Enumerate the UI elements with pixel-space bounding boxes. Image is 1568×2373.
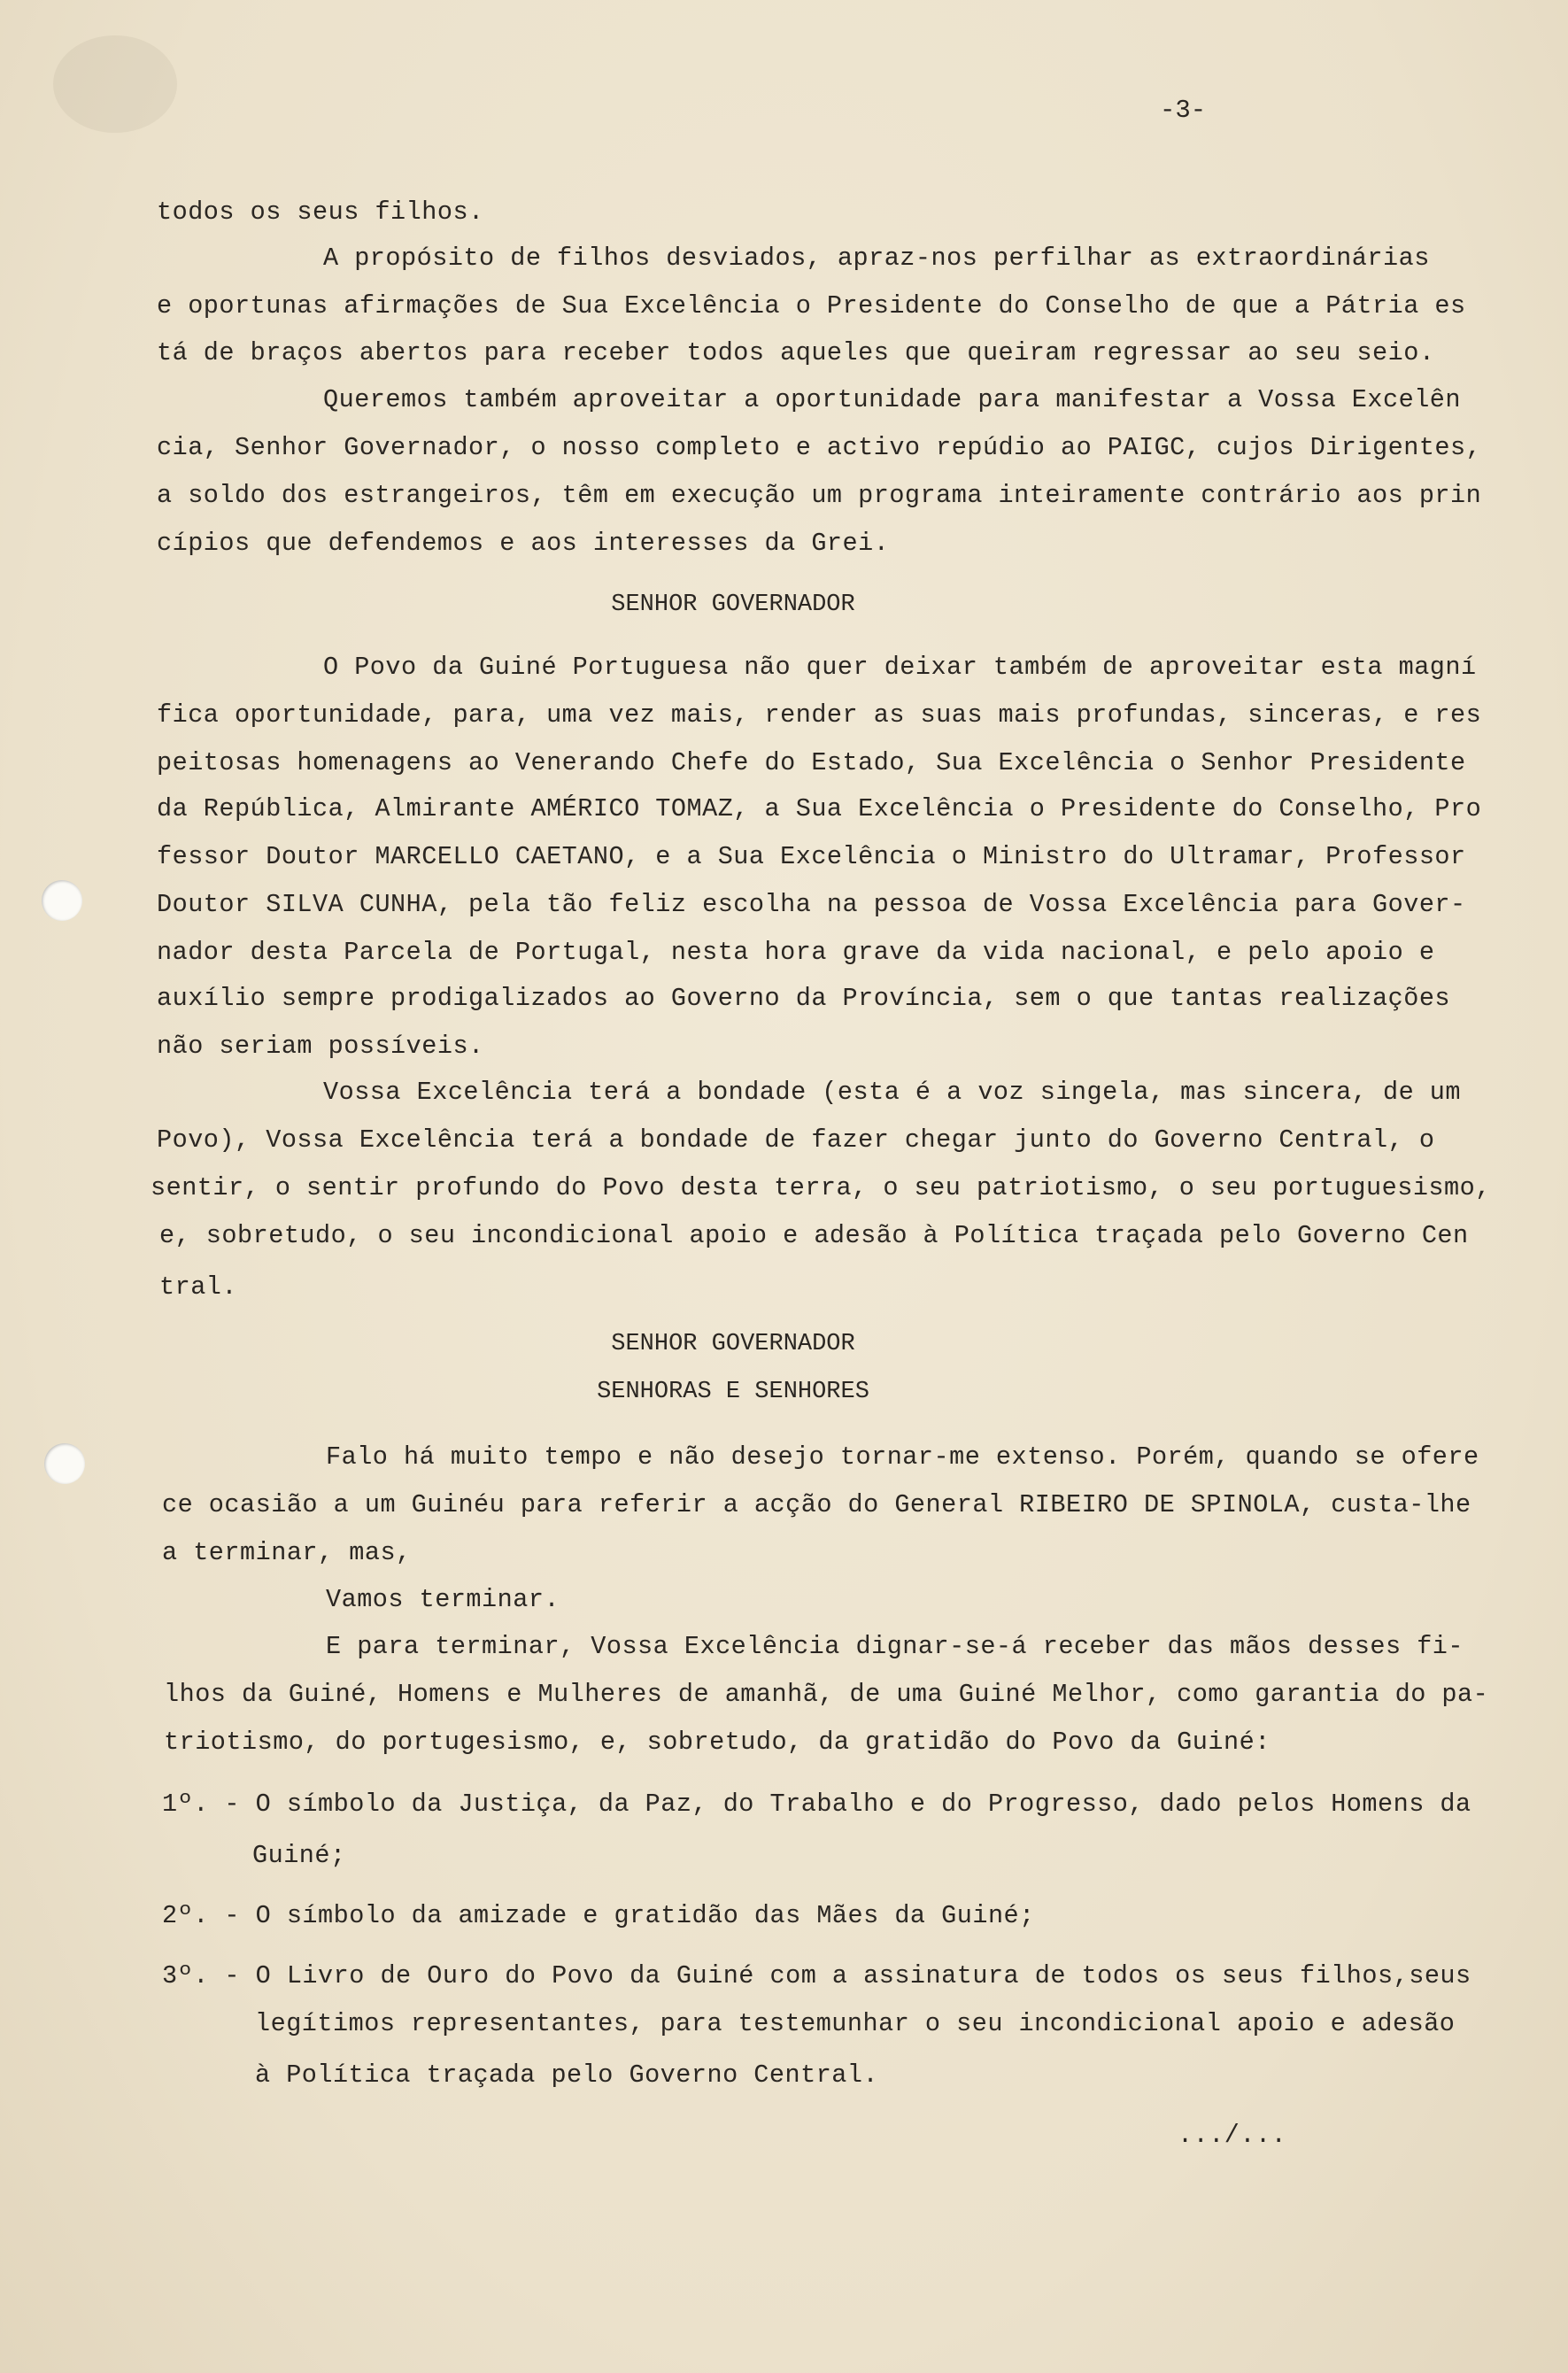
text-line: fessor Doutor MARCELLO CAETANO, e a Sua Excelência o Ministro do Ultramar, Professor	[157, 842, 1466, 871]
text-line: todos os seus filhos.	[157, 197, 484, 227]
text-line: Queremos também aproveitar a oportunidade para manifestar a Vossa Excelên	[323, 385, 1462, 414]
punch-hole	[42, 880, 82, 921]
text-line: lhos da Guiné, Homens e Mulheres de amanhã, de uma Guiné Melhor, como garantia do pa-	[164, 1680, 1489, 1709]
text-line: Falo há muito tempo e não desejo tornar-me extenso. Porém, quando se ofere	[326, 1442, 1479, 1472]
text-line: fica oportunidade, para, uma vez mais, render as suas mais profundas, sinceras, e res	[157, 700, 1482, 730]
text-line: Vamos terminar.	[326, 1585, 560, 1614]
text-line: cia, Senhor Governador, o nosso completo e activo repúdio ao PAIGC, cujos Dirigentes,	[157, 433, 1482, 462]
text-line: e, sobretudo, o seu incondicional apoio e adesão à Política traçada pelo Governo Cen	[159, 1221, 1469, 1250]
list-item: 1º. - O símbolo da Justiça, da Paz, do Trabalho e do Progresso, dado pelos Homens da	[162, 1789, 1471, 1819]
text-line: da República, Almirante AMÉRICO TOMAZ, a Sua Excelência o Presidente do Conselho, Pro	[157, 794, 1482, 823]
page-number: -3-	[1160, 96, 1207, 125]
text-line: nador desta Parcela de Portugal, nesta hora grave da vida nacional, e pelo apoio e	[157, 938, 1435, 967]
text-line: não seriam possíveis.	[157, 1032, 484, 1061]
list-item-continuation: à Política traçada pelo Governo Central.	[255, 2060, 879, 2090]
list-item: 2º. - O símbolo da amizade e gratidão das Mães da Guiné;	[162, 1901, 1035, 1930]
text-line: a terminar, mas,	[162, 1538, 412, 1567]
text-line: cípios que defendemos e aos interesses da Grei.	[157, 529, 890, 558]
text-line: A propósito de filhos desviados, apraz-nos perfilhar as extraordinárias	[323, 243, 1430, 273]
section-heading: SENHORAS E SENHORES	[597, 1379, 869, 1405]
text-line: Doutor SILVA CUNHA, pela tão feliz escolha na pessoa de Vossa Excelência para Gover-	[157, 890, 1466, 919]
text-line: Povo), Vossa Excelência terá a bondade de fazer chegar junto do Governo Central, o	[157, 1125, 1435, 1155]
text-line: auxílio sempre prodigalizados ao Governo da Província, sem o que tantas realizações	[157, 984, 1451, 1013]
text-line: sentir, o sentir profundo do Povo desta terra, o seu patriotismo, o seu portuguesismo,	[151, 1173, 1491, 1202]
text-line: tá de braços abertos para receber todos aqueles que queiram regressar ao seu seio.	[157, 338, 1435, 367]
paper-stain	[53, 35, 177, 133]
text-line: peitosas homenagens ao Venerando Chefe do Estado, Sua Excelência o Senhor Presidente	[157, 748, 1466, 777]
punch-hole	[44, 1443, 85, 1484]
list-item-continuation: legítimos representantes, para testemunhar o seu incondicional apoio e adesão	[255, 2009, 1456, 2038]
text-line: e oportunas afirmações de Sua Excelência o Presidente do Conselho de que a Pátria es	[157, 291, 1466, 321]
continuation-mark: .../...	[1178, 2121, 1287, 2150]
section-heading: SENHOR GOVERNADOR	[611, 1331, 855, 1357]
list-item: 3º. - O Livro de Ouro do Povo da Guiné com a assinatura de todos os seus filhos,seus	[162, 1961, 1471, 1990]
text-line: O Povo da Guiné Portuguesa não quer deixar também de aproveitar esta magní	[323, 653, 1477, 682]
section-heading: SENHOR GOVERNADOR	[611, 591, 855, 618]
text-line: triotismo, do portugesismo, e, sobretudo, da gratidão do Povo da Guiné:	[164, 1728, 1271, 1757]
text-line: tral.	[159, 1272, 238, 1302]
text-line: Vossa Excelência terá a bondade (esta é a voz singela, mas sincera, de um	[323, 1078, 1462, 1107]
text-line: E para terminar, Vossa Excelência dignar-se-á receber das mãos desses fi-	[326, 1632, 1464, 1661]
text-line: ce ocasião a um Guinéu para referir a acção do General RIBEIRO DE SPINOLA, custa-lhe	[162, 1490, 1471, 1519]
list-item-continuation: Guiné;	[252, 1841, 346, 1870]
text-line: a soldo dos estrangeiros, têm em execução um programa inteiramente contrário aos prin	[157, 481, 1482, 510]
